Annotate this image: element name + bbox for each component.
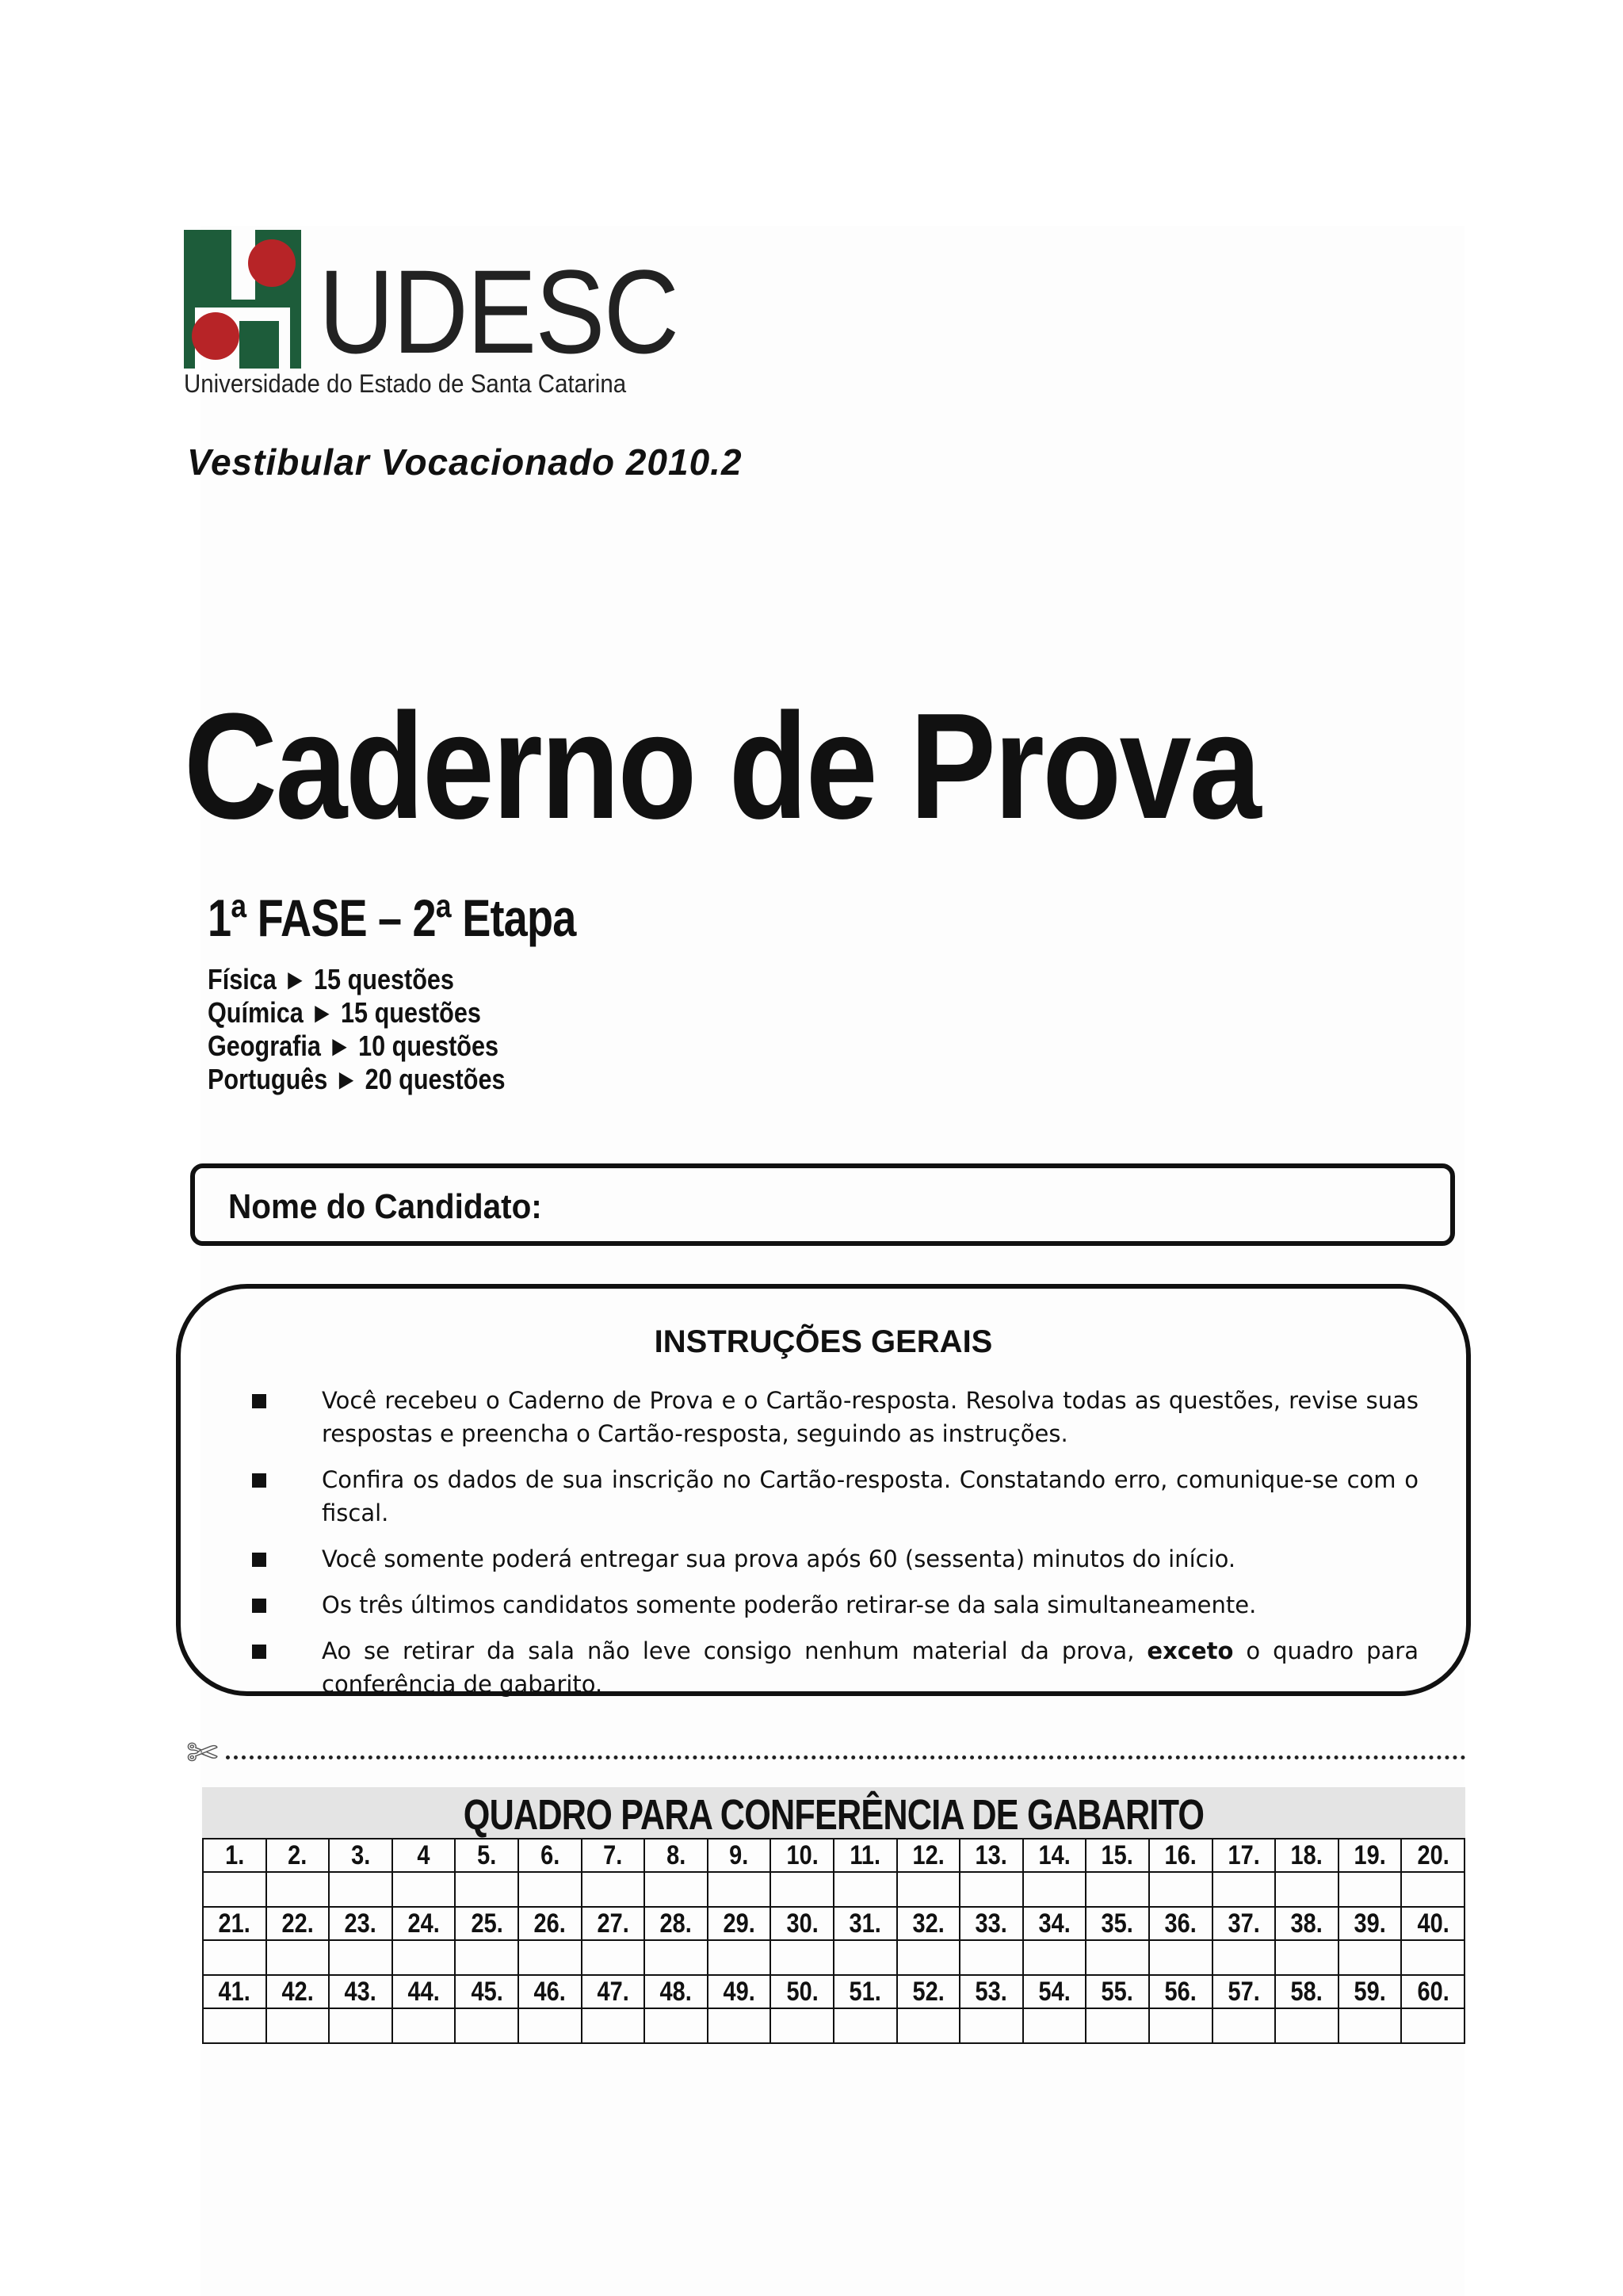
question-number-cell xyxy=(392,1839,456,1872)
exam-name: Vestibular Vocacionado 2010.2 xyxy=(187,441,743,483)
question-number-cell xyxy=(644,1975,708,2008)
instruction-text: Confira os dados de sua inscrição no Cartão-resposta. Constatando erro, comunique-se com o fiscal. xyxy=(322,1466,1419,1526)
instruction-text: Os três últimos candidatos somente poderão retirar-se da sala simultaneamente. xyxy=(322,1591,1257,1618)
answer-cell[interactable] xyxy=(960,1940,1023,1975)
answer-cell[interactable] xyxy=(834,2008,897,2043)
answer-cell[interactable] xyxy=(897,1872,960,1907)
answer-cell[interactable] xyxy=(582,2008,645,2043)
question-number: 46. xyxy=(533,1977,566,2007)
answer-cell[interactable] xyxy=(1212,1940,1276,1975)
question-number-cell xyxy=(582,1975,645,2008)
question-number-cell xyxy=(1338,1907,1402,1940)
answer-cell[interactable] xyxy=(834,1940,897,1975)
question-number-cell xyxy=(1212,1907,1276,1940)
question-number-cell xyxy=(203,1839,266,1872)
question-number: 55. xyxy=(1102,1977,1134,2007)
answer-cell[interactable] xyxy=(203,2008,266,2043)
answer-cell[interactable] xyxy=(897,2008,960,2043)
instructions-list xyxy=(252,1384,1419,1713)
question-number: 50. xyxy=(786,1977,819,2007)
question-number-cell xyxy=(266,1839,330,1872)
question-number: 23. xyxy=(344,1908,377,1939)
question-number-cell xyxy=(834,1839,897,1872)
answer-cell[interactable] xyxy=(266,2008,330,2043)
question-number-cell xyxy=(834,1975,897,2008)
question-number-cell xyxy=(1086,1907,1149,1940)
answer-cell[interactable] xyxy=(582,1872,645,1907)
question-number: 47. xyxy=(597,1977,629,2007)
question-number-cell xyxy=(1275,1907,1338,1940)
candidate-name-field[interactable] xyxy=(190,1163,1455,1246)
cut-line xyxy=(186,1728,1466,1775)
question-number-cell xyxy=(1023,1975,1086,2008)
subject-item: Química ► 15 questões xyxy=(208,996,481,1029)
question-number-cell xyxy=(1086,1839,1149,1872)
answer-cell[interactable] xyxy=(392,1940,456,1975)
question-number: 44. xyxy=(407,1977,440,2007)
question-number-cell xyxy=(1212,1975,1276,2008)
question-number: 11. xyxy=(850,1840,881,1870)
question-number: 34. xyxy=(1038,1908,1071,1939)
question-number-cell xyxy=(582,1839,645,1872)
question-number-cell xyxy=(1212,1839,1276,1872)
question-number: 31. xyxy=(849,1908,881,1939)
question-number-cell xyxy=(1401,1975,1465,2008)
question-number-cell xyxy=(455,1839,518,1872)
question-number: 33. xyxy=(975,1908,1008,1939)
question-number-cell xyxy=(708,1975,771,2008)
question-number: 41. xyxy=(218,1977,250,2007)
answer-cell[interactable] xyxy=(329,1872,392,1907)
square-bullet-icon xyxy=(252,1645,266,1659)
question-number: 36. xyxy=(1164,1908,1197,1939)
answer-cell[interactable] xyxy=(1149,2008,1212,2043)
question-number: 42. xyxy=(281,1977,314,2007)
question-number-cell xyxy=(1086,1975,1149,2008)
question-number-cell xyxy=(1338,1975,1402,2008)
instruction-text: Você somente poderá entregar sua prova após 60 (sessenta) minutos do início. xyxy=(322,1545,1236,1572)
answer-cell[interactable] xyxy=(1023,2008,1086,2043)
question-number-cell xyxy=(960,1839,1023,1872)
answer-cell[interactable] xyxy=(708,1940,771,1975)
question-number: 21. xyxy=(218,1908,250,1939)
answer-check-panel xyxy=(202,1787,1465,2044)
question-number-cell xyxy=(644,1907,708,1940)
answer-cell[interactable] xyxy=(1086,1940,1149,1975)
answer-cell[interactable] xyxy=(1338,1940,1402,1975)
question-number: 5. xyxy=(477,1840,497,1870)
answer-cell[interactable] xyxy=(770,1872,834,1907)
square-bullet-icon xyxy=(252,1473,266,1488)
answer-cell[interactable] xyxy=(770,1940,834,1975)
question-number: 52. xyxy=(912,1977,945,2007)
question-number-cell xyxy=(1023,1839,1086,1872)
question-number: 30. xyxy=(786,1908,819,1939)
question-number-cell xyxy=(1338,1839,1402,1872)
question-number-cell xyxy=(770,1975,834,2008)
question-number: 48. xyxy=(659,1977,693,2007)
question-number: 39. xyxy=(1354,1908,1386,1939)
question-number-cell xyxy=(897,1907,960,1940)
question-number-cell xyxy=(770,1907,834,1940)
question-number-cell xyxy=(329,1907,392,1940)
subject-item: Geografia ► 10 questões xyxy=(208,1030,499,1062)
answer-cell[interactable] xyxy=(582,1940,645,1975)
instructions-box xyxy=(176,1284,1471,1696)
subject-item: Física ► 15 questões xyxy=(208,963,454,995)
question-number: 60. xyxy=(1417,1977,1449,2007)
answer-cell[interactable] xyxy=(1401,1940,1465,1975)
answer-grid xyxy=(202,1838,1465,2044)
question-number: 57. xyxy=(1228,1977,1260,2007)
question-number: 20. xyxy=(1417,1840,1449,1870)
answer-cell[interactable] xyxy=(770,2008,834,2043)
answer-cell[interactable] xyxy=(1275,2008,1338,2043)
question-number: 2. xyxy=(288,1840,307,1870)
square-bullet-icon xyxy=(252,1599,266,1613)
question-number-cell xyxy=(518,1839,582,1872)
answer-cell[interactable] xyxy=(644,1872,708,1907)
question-number: 3. xyxy=(350,1840,371,1870)
answer-cell[interactable] xyxy=(897,1940,960,1975)
answer-cell[interactable] xyxy=(266,1872,330,1907)
answer-cell[interactable] xyxy=(329,1940,392,1975)
question-number: 17. xyxy=(1228,1840,1260,1870)
question-number: 54. xyxy=(1038,1977,1071,2007)
question-number-cell xyxy=(266,1907,330,1940)
question-number: 38. xyxy=(1290,1908,1323,1939)
instructions-title: INSTRUÇÕES GERAIS xyxy=(654,1324,993,1359)
question-number: 45. xyxy=(471,1977,503,2007)
answer-cell[interactable] xyxy=(203,1872,266,1907)
answer-cell[interactable] xyxy=(1212,2008,1276,2043)
question-number-cell xyxy=(392,1975,456,2008)
question-number-cell xyxy=(1149,1975,1212,2008)
question-number-cell xyxy=(1275,1975,1338,2008)
answer-cell[interactable] xyxy=(1338,2008,1402,2043)
answer-cell[interactable] xyxy=(1023,1940,1086,1975)
udesc-logo-mark-icon xyxy=(184,230,301,369)
question-number: 22. xyxy=(281,1908,314,1939)
question-number-cell xyxy=(1401,1839,1465,1872)
instruction-emphasis: exceto xyxy=(1147,1637,1234,1664)
instruction-text: Você recebeu o Caderno de Prova e o Cartão-resposta. Resolva todas as questões, revise suas respostas e preencha o Cartão-resposta, seguindo as instruções. xyxy=(322,1387,1419,1447)
question-number: 8. xyxy=(666,1840,685,1870)
question-number: 49. xyxy=(723,1977,755,2007)
answer-cell[interactable] xyxy=(1401,2008,1465,2043)
question-number: 58. xyxy=(1290,1977,1323,2007)
question-number-cell xyxy=(960,1975,1023,2008)
question-number: 43. xyxy=(344,1977,377,2007)
question-number-cell xyxy=(1275,1839,1338,1872)
candidate-name-label: Nome do Candidato: xyxy=(228,1187,542,1226)
question-number: 10. xyxy=(786,1840,819,1870)
instruction-text xyxy=(322,1634,1419,1701)
question-number-row xyxy=(203,1907,1465,1940)
question-number: 40. xyxy=(1417,1908,1449,1939)
answer-cell[interactable] xyxy=(708,1872,771,1907)
question-number: 25. xyxy=(471,1908,503,1939)
question-number: 32. xyxy=(912,1908,945,1939)
answer-cell[interactable] xyxy=(644,1940,708,1975)
subject-list xyxy=(208,963,558,1096)
question-number-cell xyxy=(644,1839,708,1872)
question-number: 12. xyxy=(912,1840,945,1870)
question-number-cell xyxy=(1401,1907,1465,1940)
question-number-cell xyxy=(1149,1907,1212,1940)
square-bullet-icon xyxy=(252,1394,266,1408)
answer-cell[interactable] xyxy=(708,2008,771,2043)
question-number: 53. xyxy=(975,1977,1008,2007)
dotted-divider xyxy=(226,1755,1466,1759)
instruction-item xyxy=(252,1463,1419,1530)
question-number: 1. xyxy=(224,1840,244,1870)
question-number: 28. xyxy=(659,1908,693,1939)
answer-cell[interactable] xyxy=(1401,1872,1465,1907)
instruction-text-part: o quadro para conferência de gabarito. xyxy=(322,1637,1419,1698)
logo-subtitle: Universidade do Estado de Santa Catarina xyxy=(184,369,627,398)
answer-cell[interactable] xyxy=(644,2008,708,2043)
answer-cell[interactable] xyxy=(1212,1872,1276,1907)
question-number: 26. xyxy=(533,1908,566,1939)
question-number: 14. xyxy=(1038,1840,1071,1870)
question-number-cell xyxy=(897,1839,960,1872)
answer-cell[interactable] xyxy=(1149,1940,1212,1975)
question-number-cell xyxy=(708,1839,771,1872)
answer-cell[interactable] xyxy=(203,1940,266,1975)
answer-cell[interactable] xyxy=(1086,1872,1149,1907)
question-number: 51. xyxy=(849,1977,881,2007)
answer-cell[interactable] xyxy=(960,1872,1023,1907)
question-number-cell xyxy=(203,1907,266,1940)
answer-cell[interactable] xyxy=(1275,1940,1338,1975)
instruction-text-part: Ao se retirar da sala não leve consigo nenhum material da prova, xyxy=(322,1637,1148,1664)
question-number-cell xyxy=(960,1907,1023,1940)
answer-cell[interactable] xyxy=(455,1940,518,1975)
answer-cell[interactable] xyxy=(1338,1872,1402,1907)
question-number: 7. xyxy=(603,1840,623,1870)
instruction-item xyxy=(252,1588,1419,1622)
question-number-cell xyxy=(455,1975,518,2008)
answer-cell[interactable] xyxy=(392,2008,456,2043)
question-number: 9. xyxy=(729,1840,749,1870)
answer-row xyxy=(203,1872,1465,1907)
question-number-row xyxy=(203,1975,1465,2008)
question-number: 16. xyxy=(1164,1840,1197,1870)
question-number: 27. xyxy=(597,1908,629,1939)
answer-cell[interactable] xyxy=(960,2008,1023,2043)
answer-cell[interactable] xyxy=(518,2008,582,2043)
instruction-item xyxy=(252,1542,1419,1576)
question-number: 29. xyxy=(723,1908,755,1939)
answer-cell[interactable] xyxy=(1275,1872,1338,1907)
question-number: 18. xyxy=(1290,1840,1323,1870)
answer-row xyxy=(203,2008,1465,2043)
answer-cell[interactable] xyxy=(266,1940,330,1975)
question-number-cell xyxy=(329,1975,392,2008)
answer-cell[interactable] xyxy=(455,1872,518,1907)
question-number-cell xyxy=(1149,1839,1212,1872)
question-number: 15. xyxy=(1102,1840,1134,1870)
question-number: 13. xyxy=(975,1840,1008,1870)
question-number-cell xyxy=(1023,1907,1086,1940)
answer-cell[interactable] xyxy=(834,1872,897,1907)
question-number: 19. xyxy=(1354,1840,1386,1870)
question-number-cell xyxy=(203,1975,266,2008)
square-bullet-icon xyxy=(252,1553,266,1567)
answer-cell[interactable] xyxy=(1149,1872,1212,1907)
answer-cell[interactable] xyxy=(329,2008,392,2043)
phase-heading: 1ª FASE – 2ª Etapa xyxy=(208,888,576,947)
logo-wordmark: UDESC xyxy=(319,245,678,378)
question-number-cell xyxy=(392,1907,456,1940)
question-number-cell xyxy=(266,1975,330,2008)
question-number-cell xyxy=(518,1975,582,2008)
question-number-cell xyxy=(518,1907,582,1940)
instruction-item xyxy=(252,1384,1419,1450)
question-number-row xyxy=(203,1839,1465,1872)
page-title: Caderno de Prova xyxy=(184,682,1260,850)
question-number: 35. xyxy=(1102,1908,1134,1939)
answer-cell[interactable] xyxy=(518,1940,582,1975)
subject-item: Português ► 20 questões xyxy=(208,1063,506,1095)
instruction-item xyxy=(252,1634,1419,1701)
answer-cell[interactable] xyxy=(518,1872,582,1907)
scissors-icon: ✄ xyxy=(186,1733,219,1775)
question-number-cell xyxy=(329,1839,392,1872)
question-number-cell xyxy=(834,1907,897,1940)
question-number: 24. xyxy=(407,1908,440,1939)
question-number: 4 xyxy=(417,1840,430,1870)
answer-cell[interactable] xyxy=(1023,1872,1086,1907)
question-number-cell xyxy=(455,1907,518,1940)
question-number: 56. xyxy=(1164,1977,1197,2007)
udesc-logo xyxy=(184,230,678,404)
answer-cell[interactable] xyxy=(1086,2008,1149,2043)
question-number-cell xyxy=(582,1907,645,1940)
question-number: 37. xyxy=(1228,1908,1260,1939)
question-number: 59. xyxy=(1354,1977,1386,2007)
question-number-cell xyxy=(897,1975,960,2008)
question-number-cell xyxy=(708,1907,771,1940)
question-number: 6. xyxy=(540,1840,559,1870)
answer-row xyxy=(203,1940,1465,1975)
answer-cell[interactable] xyxy=(392,1872,456,1907)
question-number-cell xyxy=(770,1839,834,1872)
answer-panel-title-text: QUADRO PARA CONFERÊNCIA DE GABARITO xyxy=(463,1791,1205,1839)
answer-panel-title xyxy=(202,1787,1465,1838)
answer-cell[interactable] xyxy=(455,2008,518,2043)
